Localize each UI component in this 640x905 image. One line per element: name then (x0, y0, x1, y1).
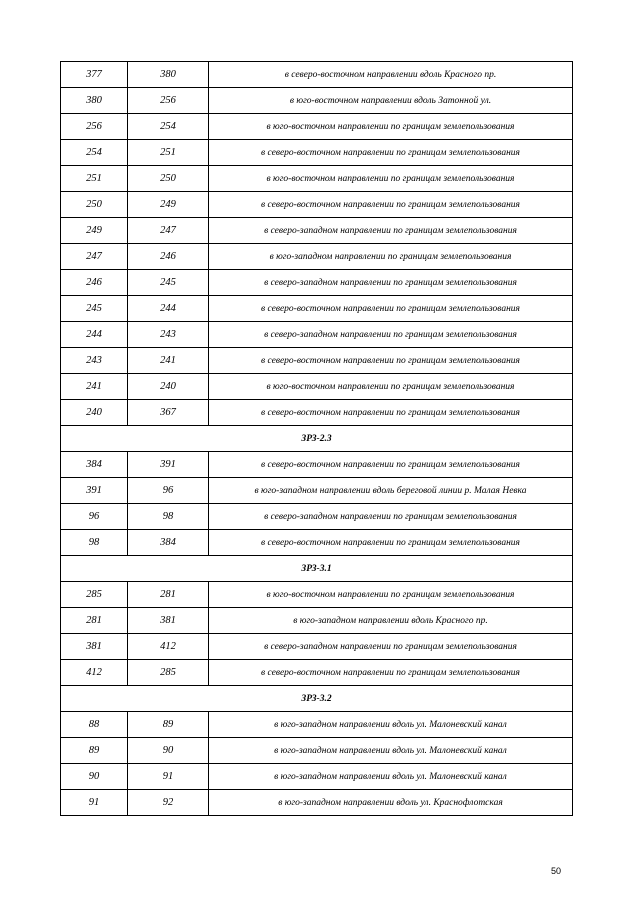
direction-description-cell: в юго-восточном направлении по границам землепользования (209, 582, 573, 608)
direction-description-cell: в юго-западном направлении вдоль ул. Малоневский канал (209, 738, 573, 764)
page-number: 50 (551, 866, 562, 876)
from-point-cell: 90 (61, 764, 128, 790)
from-point-cell: 91 (61, 790, 128, 816)
from-point-cell: 254 (61, 140, 128, 166)
table-row (61, 192, 573, 218)
direction-description-cell: в юго-западном направлении вдоль ул. Малоневский канал (209, 764, 573, 790)
table-row (61, 660, 573, 686)
from-point-cell: 251 (61, 166, 128, 192)
direction-description-cell: в северо-восточном направлении по границам землепользования (209, 452, 573, 478)
to-point-cell: 245 (128, 270, 209, 296)
table-row (61, 296, 573, 322)
to-point-cell: 240 (128, 374, 209, 400)
direction-description-cell: в юго-западном направлении вдоль ул. Краснофлотская (209, 790, 573, 816)
boundary-table-body (61, 62, 573, 816)
table-row (61, 790, 573, 816)
table-row (61, 400, 573, 426)
table-row (61, 62, 573, 88)
table-row (61, 270, 573, 296)
from-point-cell: 281 (61, 608, 128, 634)
from-point-cell: 249 (61, 218, 128, 244)
from-point-cell: 89 (61, 738, 128, 764)
to-point-cell: 254 (128, 114, 209, 140)
table-row (61, 166, 573, 192)
from-point-cell: 256 (61, 114, 128, 140)
table-row (61, 322, 573, 348)
to-point-cell: 98 (128, 504, 209, 530)
to-point-cell: 243 (128, 322, 209, 348)
from-point-cell: 380 (61, 88, 128, 114)
to-point-cell: 384 (128, 530, 209, 556)
table-row (61, 452, 573, 478)
direction-description-cell: в юго-восточном направлении по границам землепользования (209, 114, 573, 140)
direction-description-cell: в северо-западном направлении по границам землепользования (209, 322, 573, 348)
direction-description-cell: в северо-западном направлении по границам землепользования (209, 270, 573, 296)
direction-description-cell: в северо-восточном направлении по границам землепользования (209, 660, 573, 686)
table-row (61, 374, 573, 400)
direction-description-cell: в юго-восточном направлении по границам землепользования (209, 166, 573, 192)
to-point-cell: 391 (128, 452, 209, 478)
table-row (61, 738, 573, 764)
direction-description-cell: в юго-западном направлении вдоль Красного пр. (209, 608, 573, 634)
from-point-cell: 241 (61, 374, 128, 400)
to-point-cell: 367 (128, 400, 209, 426)
direction-description-cell: в юго-восточном направлении вдоль Затонной ул. (209, 88, 573, 114)
table-row (61, 348, 573, 374)
to-point-cell: 381 (128, 608, 209, 634)
to-point-cell: 285 (128, 660, 209, 686)
from-point-cell: 247 (61, 244, 128, 270)
direction-description-cell: в юго-западном направлении вдоль береговой линии р. Малая Невка (209, 478, 573, 504)
from-point-cell: 98 (61, 530, 128, 556)
to-point-cell: 90 (128, 738, 209, 764)
to-point-cell: 256 (128, 88, 209, 114)
to-point-cell: 380 (128, 62, 209, 88)
from-point-cell: 243 (61, 348, 128, 374)
from-point-cell: 244 (61, 322, 128, 348)
table-row (61, 504, 573, 530)
to-point-cell: 96 (128, 478, 209, 504)
to-point-cell: 251 (128, 140, 209, 166)
to-point-cell: 412 (128, 634, 209, 660)
from-point-cell: 384 (61, 452, 128, 478)
direction-description-cell: в юго-западном направлении по границам землепользования (209, 244, 573, 270)
direction-description-cell: в северо-восточном направлении по границам землепользования (209, 296, 573, 322)
direction-description-cell: в северо-западном направлении по границам землепользования (209, 504, 573, 530)
from-point-cell: 250 (61, 192, 128, 218)
direction-description-cell: в северо-восточном направлении по границам землепользования (209, 140, 573, 166)
table-row (61, 114, 573, 140)
to-point-cell: 244 (128, 296, 209, 322)
table-row (61, 140, 573, 166)
direction-description-cell: в юго-восточном направлении по границам землепользования (209, 374, 573, 400)
from-point-cell: 377 (61, 62, 128, 88)
direction-description-cell: в северо-восточном направлении по границам землепользования (209, 400, 573, 426)
section-header-row (61, 556, 573, 582)
table-row (61, 244, 573, 270)
to-point-cell: 89 (128, 712, 209, 738)
to-point-cell: 91 (128, 764, 209, 790)
direction-description-cell: в северо-восточном направлении по границам землепользования (209, 192, 573, 218)
to-point-cell: 241 (128, 348, 209, 374)
section-header-row (61, 686, 573, 712)
to-point-cell: 281 (128, 582, 209, 608)
to-point-cell: 247 (128, 218, 209, 244)
from-point-cell: 240 (61, 400, 128, 426)
section-title: ЗРЗ-3.1 (61, 556, 573, 582)
from-point-cell: 245 (61, 296, 128, 322)
table-row (61, 478, 573, 504)
direction-description-cell: в северо-западном направлении по границам землепользования (209, 634, 573, 660)
table-row (61, 712, 573, 738)
direction-description-cell: в северо-восточном направлении вдоль Красного пр. (209, 62, 573, 88)
direction-description-cell: в северо-восточном направлении по границам землепользования (209, 348, 573, 374)
table-row (61, 764, 573, 790)
table-row (61, 634, 573, 660)
from-point-cell: 96 (61, 504, 128, 530)
table-row (61, 608, 573, 634)
direction-description-cell: в северо-западном направлении по границам землепользования (209, 218, 573, 244)
table-row (61, 218, 573, 244)
table-row (61, 88, 573, 114)
from-point-cell: 391 (61, 478, 128, 504)
to-point-cell: 92 (128, 790, 209, 816)
from-point-cell: 88 (61, 712, 128, 738)
from-point-cell: 285 (61, 582, 128, 608)
to-point-cell: 249 (128, 192, 209, 218)
section-header-row (61, 426, 573, 452)
to-point-cell: 250 (128, 166, 209, 192)
table-row (61, 530, 573, 556)
section-title: ЗРЗ-2.3 (61, 426, 573, 452)
boundary-table (60, 61, 573, 816)
to-point-cell: 246 (128, 244, 209, 270)
direction-description-cell: в юго-западном направлении вдоль ул. Малоневский канал (209, 712, 573, 738)
from-point-cell: 246 (61, 270, 128, 296)
section-title: ЗРЗ-3.2 (61, 686, 573, 712)
table-row (61, 582, 573, 608)
from-point-cell: 412 (61, 660, 128, 686)
direction-description-cell: в северо-восточном направлении по границам землепользования (209, 530, 573, 556)
from-point-cell: 381 (61, 634, 128, 660)
